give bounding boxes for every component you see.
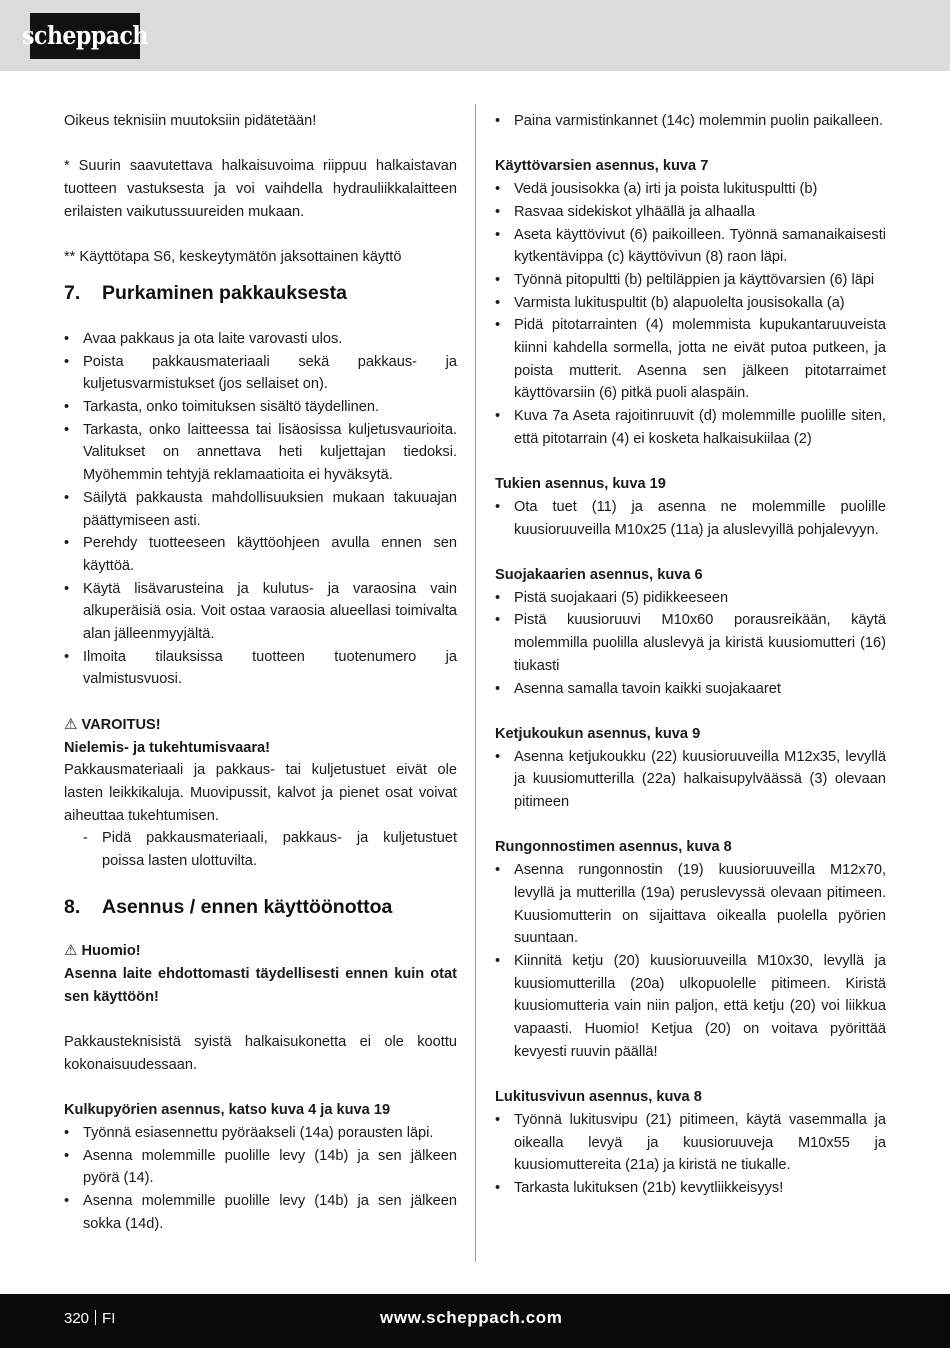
list-item: • Ilmoita tilauksissa tuotteen tuotenumero ja valmistusvuosi. — [64, 646, 457, 691]
trunk-lifter-heading: Rungonnostimen asennus, kuva 8 — [495, 839, 732, 856]
supports-list — [495, 496, 886, 541]
list-item: • Pidä pitotarrainten (4) molemmista kupukantaruuveista kiinni kahdella sormella, jotta ne eivät putoa putkeen, ja poista mutterit. Asenna sen jälkeen pitotarraimet käyttövarsiin (6) pitkä puoli alaspäin. — [495, 314, 886, 405]
wheels-heading: Kulkupyörien asennus, katso kuva 4 ja kuva 19 — [64, 1102, 391, 1119]
list-item: • Aseta käyttövivut (6) paikoilleen. Työnnä samanaikaisesti kytkentävippa (c) käyttövivun (8) raon läpi. — [495, 224, 886, 269]
wheels-list — [64, 1122, 457, 1236]
unpacking-list — [64, 328, 457, 691]
right-column — [495, 110, 886, 1200]
list-item: • Asenna rungonnostin (19) kuusioruuveilla M12x70, levyllä ja mutterilla (19a) peruslevyssä olevaan pitimeen. Kuusiomutterin on sijaittava oikealla puolella pyörien suuntaan. — [495, 859, 886, 950]
lock-lever-list — [495, 1109, 886, 1200]
list-item: • Poista pakkausmateriaali sekä pakkaus- ja kuljetusvarmistukset (jos sellaiset on). — [64, 351, 457, 396]
warning-icon: ⚠ — [64, 715, 78, 733]
arms-list — [495, 178, 886, 450]
list-item: • Pistä suojakaari (5) pidikkeeseen — [495, 587, 886, 610]
list-item: • Asenna molemmille puolille levy (14b) ja sen jälkeen pyörä (14). — [64, 1145, 457, 1190]
warning-heading: ⚠ VAROITUS! — [64, 714, 457, 737]
wheels-list-continued — [495, 110, 886, 133]
list-item: • Työnnä esiasennettu pyöräakseli (14a) porausten läpi. — [64, 1122, 457, 1145]
list-item: • Rasvaa sidekiskot ylhäällä ja alhaalla — [495, 201, 886, 224]
chainhook-heading: Ketjukoukun asennus, kuva 9 — [495, 725, 701, 742]
list-item: • Työnnä pitopultti (b) peltiläppien ja käyttövarsien (6) läpi — [495, 269, 886, 292]
footnote-2: ** Käyttötapa S6, keskeytymätön jaksottainen käyttö — [64, 249, 402, 266]
page-number: 320 FI — [64, 1310, 116, 1327]
list-item: • Tarkasta, onko laitteessa tai lisäosissa kuljetusvaurioita. Valitukset on annettava heti kuljettajan tiedoksi. Myöhemmin tehtyjä reklamaatioita ei hyväksytä. — [64, 419, 457, 487]
column-divider — [475, 104, 476, 1262]
header-bar — [0, 0, 950, 71]
warning-subheading: Nielemis- ja tukehtumisvaara! — [64, 739, 271, 756]
section-7-heading: 7. Purkaminen pakkauksesta — [64, 281, 347, 304]
list-item: - Pidä pakkausmateriaali, pakkaus- ja kuljetustuet poissa lasten ulottuvilta. — [64, 827, 457, 872]
lock-lever-heading: Lukitusvivun asennus, kuva 8 — [495, 1089, 702, 1106]
list-item: • Tarkasta lukituksen (21b) kevytliikkeisyys! — [495, 1177, 886, 1200]
chainhook-list — [495, 746, 886, 814]
list-item: • Perehdy tuotteeseen käyttöohjeen avulla ennen sen käyttöä. — [64, 532, 457, 577]
list-item: • Vedä jousisokka (a) irti ja poista lukituspultti (b) — [495, 178, 886, 201]
brand-logo: scheppach — [30, 13, 140, 59]
list-item: • Käytä lisävarusteina ja kulutus- ja varaosina vain alkuperäisiä osia. Voit ostaa varaosia alueellasi toimivalta alan jälleenmyyjältä. — [64, 578, 457, 646]
note-text: Asenna laite ehdottomasti täydellisesti ennen kuin otat sen käyttöön! — [64, 966, 457, 1005]
list-item: • Ota tuet (11) ja asenna ne molemmille puolille kuusioruuveilla M10x25 (11a) ja aluslevyillä pohjalevyyn. — [495, 496, 886, 541]
list-item: • Asenna samalla tavoin kaikki suojakaaret — [495, 678, 886, 701]
section-8-heading: 8. Asennus / ennen käyttöönottoa — [64, 896, 393, 919]
guards-list — [495, 587, 886, 701]
list-item: • Paina varmistinkannet (14c) molemmin puolin paikalleen. — [495, 110, 886, 133]
list-item: • Pistä kuusioruuvi M10x60 porausreikään, käytä molemmilla puolilla aluslevyä ja kiristä kuusiomutteri (16) tiukasti — [495, 609, 886, 677]
warning-icon: ⚠ — [64, 942, 78, 960]
packing-note: Pakkausteknisistä syistä halkaisukonetta ei ole koottu kokonaisuudessaan. — [64, 1034, 457, 1073]
website-link[interactable]: www.scheppach.com — [380, 1308, 563, 1327]
list-item: • Kiinnitä ketju (20) kuusioruuveilla M10x30, levyllä ja kuusiomutterilla (20a) ulkopuolelle pitimeen. Kiristä kuusiomutteria vain niin paljon, että ketju (20) voi liikkua vapaasti. Huomio! Ketjua (20) on voitava pyörittää kevyesti ruuvin päällä! — [495, 950, 886, 1064]
left-column — [64, 110, 457, 1236]
arms-heading: Käyttövarsien asennus, kuva 7 — [495, 158, 709, 175]
footer-bar — [0, 1294, 950, 1348]
warning-text: Pakkausmateriaali ja pakkaus- tai kuljetustuet eivät ole lasten leikkikaluja. Muovipussit, kalvot ja pienet osat voivat aiheuttaa tukehtumisen. — [64, 762, 457, 824]
separator — [95, 1310, 96, 1325]
warning-dash-list — [64, 827, 457, 872]
note-heading: ⚠ Huomio! — [64, 940, 457, 963]
notice-text: Oikeus teknisiin muutoksiin pidätetään! — [64, 113, 317, 129]
list-item: • Kuva 7a Aseta rajoitinruuvit (d) molemmille puolille siten, että pitotarrain (4) ei kosketa halkaisukiilaa (2) — [495, 405, 886, 450]
trunk-lifter-list — [495, 859, 886, 1063]
guards-heading: Suojakaarien asennus, kuva 6 — [495, 567, 703, 584]
supports-heading: Tukien asennus, kuva 19 — [495, 476, 666, 493]
list-item: • Säilytä pakkausta mahdollisuuksien mukaan takuuajan päättymiseen asti. — [64, 487, 457, 532]
list-item: • Varmista lukituspultit (b) alapuolelta jousisokalla (a) — [495, 292, 886, 315]
list-item: • Asenna ketjukoukku (22) kuusioruuveilla M12x35, levyllä ja kuusiomutterilla (22a) halkaisupylväässä (3) olevaan pitimeen — [495, 746, 886, 814]
list-item: • Tarkasta, onko toimituksen sisältö täydellinen. — [64, 396, 457, 419]
footnote-1: * Suurin saavutettava halkaisuvoima riippuu halkaistavan tuotteen vastuksesta ja voi vaihdella hydrauliikkalaitteen erilaisten vaikutussuureiden mukaan. — [64, 158, 457, 220]
list-item: • Avaa pakkaus ja ota laite varovasti ulos. — [64, 328, 457, 351]
list-item: • Asenna molemmille puolille levy (14b) ja sen jälkeen sokka (14d). — [64, 1190, 457, 1235]
list-item: • Työnnä lukitusvipu (21) pitimeen, käytä vasemmalla ja oikealla levyä ja kuusioruuveja M10x55 ja kuusiomuttereita (21a) ja kiristä ne tiukalle. — [495, 1109, 886, 1177]
